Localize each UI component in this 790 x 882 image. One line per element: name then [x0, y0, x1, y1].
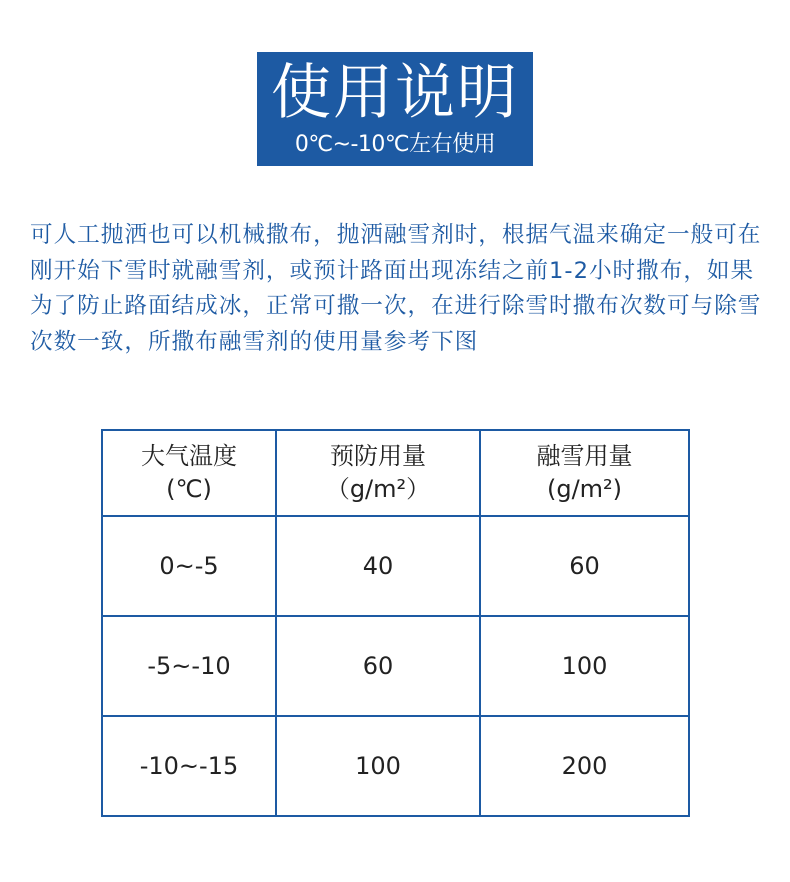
header-prevention-amount — [276, 430, 480, 516]
table-row — [102, 516, 689, 616]
header-temperature-unit: (℃) — [166, 475, 212, 503]
cell-prevention: 40 — [276, 516, 480, 616]
table-header-row — [102, 430, 689, 516]
cell-temperature: 0~-5 — [102, 516, 276, 616]
page-subtitle: 0℃~-10℃左右使用 — [294, 132, 496, 157]
cell-melting: 60 — [480, 516, 689, 616]
table-row — [102, 616, 689, 716]
header-melting-amount — [480, 430, 689, 516]
header-prevention-label: 预防用量 — [330, 442, 426, 470]
cell-prevention: 100 — [276, 716, 480, 816]
header-temperature — [102, 430, 276, 516]
cell-melting: 100 — [480, 616, 689, 716]
cell-prevention: 60 — [276, 616, 480, 716]
header-melting-unit: (g/m²) — [546, 475, 623, 503]
title-banner — [257, 52, 533, 166]
intro-paragraph: 可人工抛洒也可以机械撒布，抛洒融雪剂时，根据气温来确定一般可在刚开始下雪时就融雪剂，或预计路面出现冻结之前1-2小时撒布，如果为了防止路面结成冰，正常可撒一次，在进行除雪时撒布次数可与除雪次数一致，所撒布融雪剂的使用量参考下图 — [30, 222, 762, 355]
cell-temperature: -10~-15 — [102, 716, 276, 816]
header-melting-label: 融雪用量 — [536, 442, 633, 470]
page-title: 使用说明 — [271, 58, 519, 128]
header-temperature-label: 大气温度 — [141, 442, 237, 470]
usage-table — [101, 429, 690, 817]
table-row — [102, 716, 689, 816]
cell-melting: 200 — [480, 716, 689, 816]
header-prevention-unit: （g/m²） — [325, 475, 431, 503]
cell-temperature: -5~-10 — [102, 616, 276, 716]
